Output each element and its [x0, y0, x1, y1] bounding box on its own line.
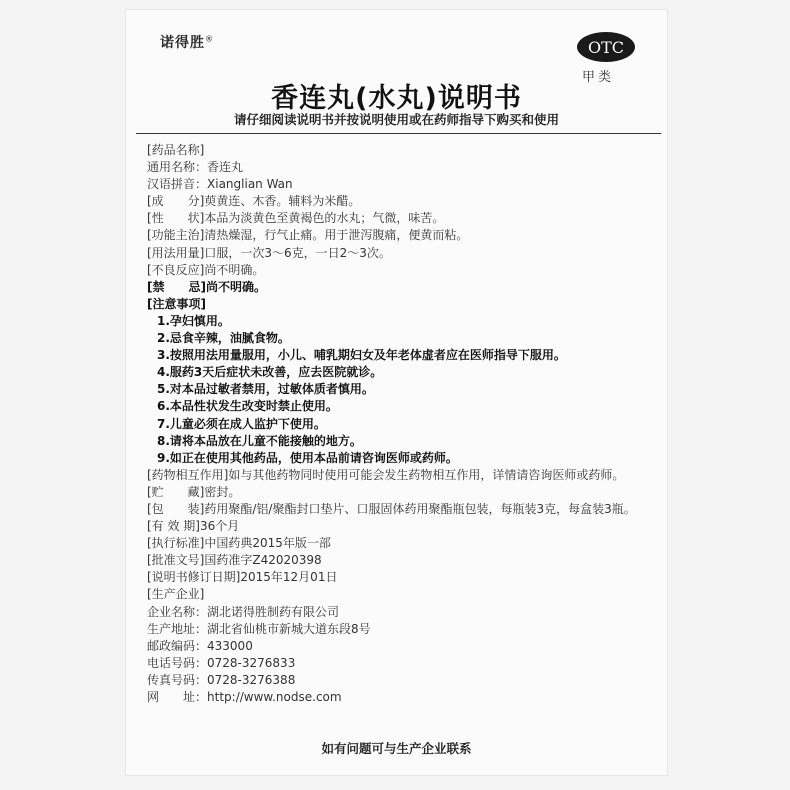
precaution-item: 1.孕妇慎用。 — [157, 313, 230, 328]
interactions-row — [147, 467, 657, 484]
pinyin-value: Xianglian Wan — [207, 177, 293, 192]
phone-row — [147, 655, 657, 672]
character-label: [性 状] — [147, 211, 205, 226]
phone-value: 0728-3276833 — [207, 655, 296, 670]
address-row — [147, 621, 657, 638]
precaution-item: 7.儿童必须在成人监护下使用。 — [157, 416, 326, 431]
precautions-heading: [注意事项] — [147, 296, 206, 311]
package-value: 药用聚酯/铝/聚酯封口垫片、口服固体药用聚酯瓶包装，每瓶装3克，每盒装3瓶。 — [204, 501, 636, 516]
revision-label: [说明书修订日期] — [147, 570, 241, 585]
address-value: 湖北省仙桃市新城大道东段8号 — [207, 621, 371, 636]
interactions-value: 如与其他药物同时使用可能会发生药物相互作用，详情请咨询医师或药师。 — [228, 467, 625, 482]
indications-label: [功能主治] — [147, 228, 205, 243]
pinyin-row — [147, 176, 657, 193]
company-label: 企业名称： — [147, 604, 208, 619]
interactions-label: [药物相互作用] — [147, 467, 229, 482]
precaution-item: 5.对本品过敏者禁用，过敏体质者慎用。 — [157, 382, 374, 397]
precaution-item: 8.请将本品放在儿童不能接触的地方。 — [157, 433, 362, 448]
standard-value: 中国药典2015年版一部 — [204, 536, 331, 551]
manufacturer-heading: [生产企业] — [147, 587, 205, 602]
fax-label: 传真号码： — [147, 672, 208, 687]
fax-value: 0728-3276388 — [207, 672, 296, 687]
company-row — [147, 604, 657, 621]
standard-row — [147, 535, 657, 552]
drug-name-heading: [药品名称] — [147, 143, 205, 157]
storage-label: [贮 藏] — [147, 484, 205, 499]
approval-row — [147, 552, 657, 569]
instruction-leaflet — [126, 10, 667, 775]
revision-value: 2015年12月01日 — [240, 570, 338, 585]
character-value: 本品为淡黄色至黄褐色的水丸；气微，味苦。 — [204, 211, 445, 226]
website-value: http://www.nodse.com — [207, 690, 342, 704]
leaflet-title: 香连丸(水丸)说明书 — [271, 83, 522, 114]
brand-logo — [160, 32, 214, 52]
storage-row — [147, 484, 657, 501]
package-row — [147, 501, 657, 518]
indications-value: 清热燥湿，行气止痛。用于泄泻腹痛，便黄而粘。 — [204, 228, 469, 243]
fax-row — [147, 672, 657, 689]
contraindications-label: [禁 忌] — [147, 279, 206, 294]
dosage-label: [用法用量] — [147, 245, 205, 260]
precaution-item: 6.本品性状发生改变时禁止使用。 — [157, 399, 338, 414]
website-row — [147, 689, 657, 706]
package-label: [包 装] — [147, 501, 205, 516]
leaflet-body — [147, 142, 657, 706]
standard-label: [执行标准] — [147, 536, 205, 551]
indications-row — [147, 227, 657, 244]
storage-value: 密封。 — [204, 484, 241, 499]
pinyin-label: 汉语拼音： — [147, 177, 208, 192]
address-label: 生产地址： — [147, 621, 208, 636]
validity-value: 36个月 — [200, 519, 240, 534]
postcode-row — [147, 638, 657, 655]
adverse-value: 尚不明确。 — [204, 262, 265, 277]
approval-value: 国药准字Z42020398 — [204, 553, 322, 568]
registered-mark: ® — [205, 34, 214, 44]
brand-name: 诺得胜 — [160, 35, 205, 51]
adverse-row — [147, 262, 657, 279]
otc-badge: OTC — [577, 32, 635, 62]
footer-note: 如有问题可与生产企业联系 — [321, 741, 472, 756]
revision-row — [147, 569, 657, 586]
contraindications-row — [147, 279, 657, 296]
common-name-row — [147, 159, 657, 176]
ingredients-value: 萸黄连、木香。辅料为米醋。 — [204, 194, 361, 209]
common-name-label: 通用名称： — [147, 160, 208, 175]
header-divider — [136, 133, 661, 134]
validity-label: [有 效 期] — [147, 519, 200, 534]
precaution-item: 9.如正在使用其他药品，使用本品前请咨询医师或药师。 — [157, 450, 458, 465]
leaflet-subtitle: 请仔细阅读说明书并按说明使用或在药师指导下购买和使用 — [233, 112, 559, 127]
precaution-item: 4.服药3天后症状未改善，应去医院就诊。 — [157, 365, 383, 380]
dosage-row — [147, 245, 657, 262]
dosage-value: 口服，一次3～6克，一日2～3次。 — [204, 245, 391, 260]
ingredients-label: [成 分] — [147, 194, 205, 209]
phone-label: 电话号码： — [147, 655, 208, 670]
validity-row — [147, 518, 657, 535]
company-value: 湖北诺得胜制药有限公司 — [207, 604, 340, 619]
otc-class-label: 甲类 — [582, 70, 615, 85]
postcode-value: 433000 — [207, 638, 253, 653]
approval-label: [批准文号] — [147, 553, 205, 568]
common-name-value: 香连丸 — [207, 160, 244, 175]
ingredients-row — [147, 193, 657, 210]
website-label: 网 址： — [147, 690, 208, 704]
postcode-label: 邮政编码： — [147, 638, 208, 653]
character-row — [147, 210, 657, 227]
contraindications-value: 尚不明确。 — [205, 279, 266, 294]
precaution-item: 3.按照用法用量服用，小儿、哺乳期妇女及年老体虚者应在医师指导下服用。 — [157, 348, 566, 363]
precaution-item: 2.忌食辛辣，油腻食物。 — [157, 331, 290, 346]
adverse-label: [不良反应] — [147, 262, 205, 277]
